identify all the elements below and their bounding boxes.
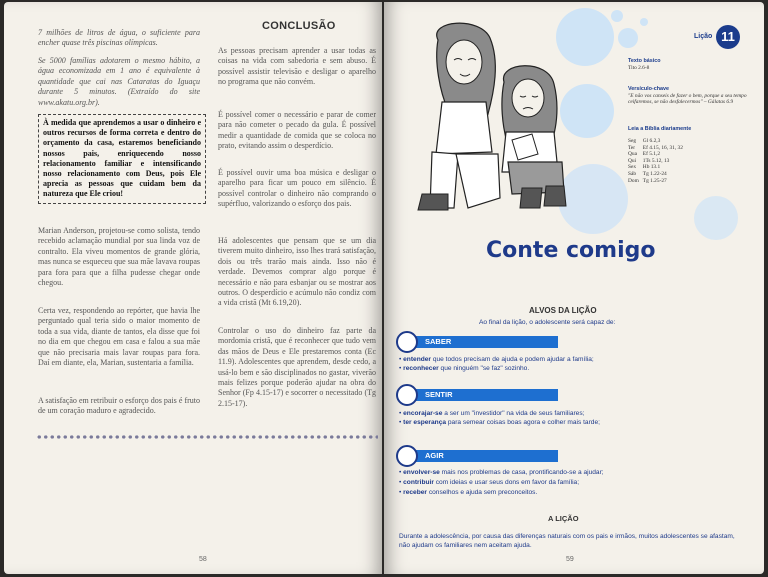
agir-text-2: com ideias e usar seus dons em favor da família; — [433, 479, 580, 486]
agir-verb-3: receber — [403, 489, 427, 496]
sidebar-texto-basico — [628, 58, 661, 71]
reading-day: Dom — [628, 177, 639, 184]
agir-text-1: mais nos problemas de casa, prontificando-se a ajudar; — [439, 469, 604, 476]
sentir-item-2: • ter esperança para semear coisas boas agora e colher mais tarde; — [399, 419, 600, 426]
agir-label: AGIR — [425, 451, 444, 460]
lesson-number-badge: 11 — [716, 25, 740, 49]
page-number-right: 59 — [566, 556, 574, 563]
reading-ref: Tg 1.22-24 — [642, 170, 667, 177]
reading-row — [628, 164, 687, 171]
agir-verb-2: contribuir — [403, 479, 434, 486]
conclusion-paragraph-3: É possível ouvir uma boa música e desligar o aparelho para ficar um pouco em silêncio. É possível controlar o dinheiro não comprando o supérfluo, valorizando o esforço dos pais. — [218, 168, 376, 209]
left-paragraph-3: Marian Anderson, projetou-se como solista, tendo recebido aclamação mundial por sua linda voz de contralto. Ela viveu momentos de grande glória, mas nunca se esqueceu que sua mãe lavava roupas para fora para que a filha pudesse chegar onde chegou. — [38, 226, 200, 288]
reading-day: Sáb — [628, 170, 637, 177]
reading-row — [628, 178, 687, 185]
saber-text-1: que todos precisam de ajuda e podem ajudar a família; — [431, 356, 594, 363]
left-paragraph-5: A satisfação em retribuir o esforço dos pais é fruto de um coração maduro e agradecido. — [38, 396, 200, 416]
reading-row — [628, 171, 687, 178]
girls-illustration — [408, 22, 568, 212]
saber-verb-1: entender — [403, 356, 431, 363]
alvos-subheading: Ao final da lição, o adolescente será capaz de: — [479, 319, 616, 326]
reading-day: Qua — [628, 151, 637, 158]
versiculo-heading: Versículo-chave — [628, 86, 670, 92]
licao-text: Durante a adolescência, por causa das diferenças naturais com os pais e irmãos, muitos adolescentes se afastam, não ajudam os familiares nem aceitam ajuda. — [399, 533, 735, 549]
lesson-label: Lição — [694, 33, 713, 40]
conclusion-paragraph-1: As pessoas precisam aprender a usar todas as coisas na vida com sabedoria e sem abuso. É possível assistir televisão e desligar o aparelho no programa que não convém. — [218, 46, 376, 87]
decorative-bubble — [611, 10, 623, 22]
conclusion-paragraph-2: É possível comer o necessário e parar de comer para não cometer o pecado da gula. É possível medir a quantidade de comida que se coloca no prato, evitando assim o desperdício. — [218, 110, 376, 151]
decorative-bubble — [694, 196, 738, 240]
highlight-box: À medida que aprendemos a usar o dinheiro e outros recursos de forma correta e dentro do orçamento da casa, estaremos beneficiando nossos pais, enriquecendo nosso relacionamento familiar e intensificando nosso relacionamento com Deus, pois Ele aprecia as pessoas que cuidam bem da natureza que Ele criou! — [38, 114, 206, 204]
sentir-bar — [398, 389, 558, 401]
texto-basico-value: Tito 2.6-8 — [628, 64, 650, 71]
saber-bar — [398, 336, 558, 348]
saber-item-1: • entender que todos precisam de ajuda e podem ajudar a família; — [399, 356, 594, 363]
page-number-left: 58 — [199, 556, 207, 563]
saber-verb-2: reconhecer — [403, 365, 439, 372]
saber-text-2: que ninguém "se faz" sozinho. — [438, 365, 530, 372]
left-paragraph-2: Se 5000 famílias adotarem o mesmo hábito, a água economizada em 1 ano é equivalente à quantidade que cai nas Cataratas do Iguaçu durante 5 minutos. (Extraído do site www.akatu.org.br). — [38, 56, 200, 107]
licao-heading: A LIÇÃO — [548, 514, 579, 523]
reading-day: Ter — [628, 144, 636, 151]
alvos-heading: ALVOS DA LIÇÃO — [529, 306, 597, 315]
agir-item-3: • receber conselhos e ajuda sem preconceitos. — [399, 489, 538, 496]
conclusion-paragraph-5: Controlar o uso do dinheiro faz parte da mordomia cristã, que é reconhecer que tudo vem das mãos de Deus e Ele prestaremos conta (Ec 11.9). Adolescentes que aprendem, desde cedo, a usá-lo bem e são disciplinados no gastar, viverão mais felizes porque poderão ajudar na obra do Senhor (Fp 4.15-17) e socorrer o necessitado (Tg 2.15-17). — [218, 326, 376, 408]
agir-item-2: • contribuir com ideias e usar seus dons em favor da família; — [399, 479, 580, 486]
daily-readings-table — [628, 138, 687, 184]
reading-row — [628, 138, 687, 145]
sentir-verb-1: encorajar-se — [403, 410, 443, 417]
brain-icon — [396, 331, 418, 353]
versiculo-value: "E não vos canseis de fazer o bem, porque a seu tempo ceifaremos, se não desfalecermos" – Gálatas 6.9 — [628, 92, 747, 106]
leia-heading: Leia a Bíblia diariamente — [628, 126, 692, 132]
decorative-bubble — [640, 18, 648, 26]
sentir-label: SENTIR — [425, 390, 453, 399]
dotted-divider — [36, 434, 378, 440]
agir-bar — [398, 450, 558, 462]
reading-day: Seg — [628, 138, 637, 144]
decorative-bubble — [618, 28, 638, 48]
reading-day: Sex — [628, 164, 637, 171]
reading-ref: Gl 6.2,3 — [642, 138, 661, 144]
sentir-text-2: para semear coisas boas agora e colher mais tarde; — [446, 419, 600, 426]
conclusion-paragraph-4: Há adolescentes que pensam que se um dia tiverem muito dinheiro, isso lhes trará satisfação, dois ou três trarão mais ainda. Isso não é verdade. Devemos comprar algo porque é necessário e não para esbanjar ou se mostrar aos outros. O desperdício e acúmulo não condiz com a vida cristã (Mt 6.19,20). — [218, 236, 376, 308]
lesson-title: Conte comigo — [486, 238, 656, 263]
sentir-text-1: a ser um "investidor" na vida de seus familiares; — [442, 410, 585, 417]
reading-day: Qui — [628, 157, 637, 164]
agir-verb-1: envolver-se — [403, 469, 440, 476]
hand-icon — [396, 445, 418, 467]
heart-icon — [396, 384, 418, 406]
agir-item-1: • envolver-se mais nos problemas de casa, prontificando-se a ajudar; — [399, 469, 604, 476]
saber-label: SABER — [425, 337, 452, 346]
left-paragraph-4: Certa vez, respondendo ao repórter, que havia lhe perguntado qual teria sido o maior momento de toda a sua vida, diante de tantos, ela disse que foi no dia em que chegou em casa e falou a sua mãe que não precisaria mais lavar roupas para fora. Daí em diante, ela, Marian, sustentaria a família. — [38, 306, 200, 368]
agir-text-3: conselhos e ajuda sem preconceitos. — [426, 489, 538, 496]
saber-item-2: • reconhecer que ninguém "se faz" sozinho. — [399, 365, 530, 372]
sidebar-versiculo — [628, 86, 748, 106]
reading-ref: Ef 5.1,2 — [642, 151, 661, 158]
reading-ref: Ef 4.15, 16, 31, 32 — [642, 144, 683, 151]
reading-ref: Tg 1.25-27 — [642, 177, 667, 184]
decorative-bubble — [560, 84, 614, 138]
sentir-item-1: • encorajar-se a ser um "investidor" na vida de seus familiares; — [399, 410, 585, 417]
sentir-verb-2: ter esperança — [403, 419, 447, 426]
reading-ref: 1Ts 5.12, 13 — [642, 157, 670, 164]
reading-ref: Hb 13.1 — [642, 164, 661, 171]
texto-basico-heading: Texto básico — [628, 58, 661, 64]
reading-row — [628, 158, 687, 165]
reading-row — [628, 151, 687, 158]
left-paragraph-1: 7 milhões de litros de água, o suficiente para encher quase três piscinas olímpicas. — [38, 28, 200, 48]
decorative-bubble — [558, 164, 628, 234]
conclusion-title: CONCLUSÃO — [262, 20, 336, 32]
